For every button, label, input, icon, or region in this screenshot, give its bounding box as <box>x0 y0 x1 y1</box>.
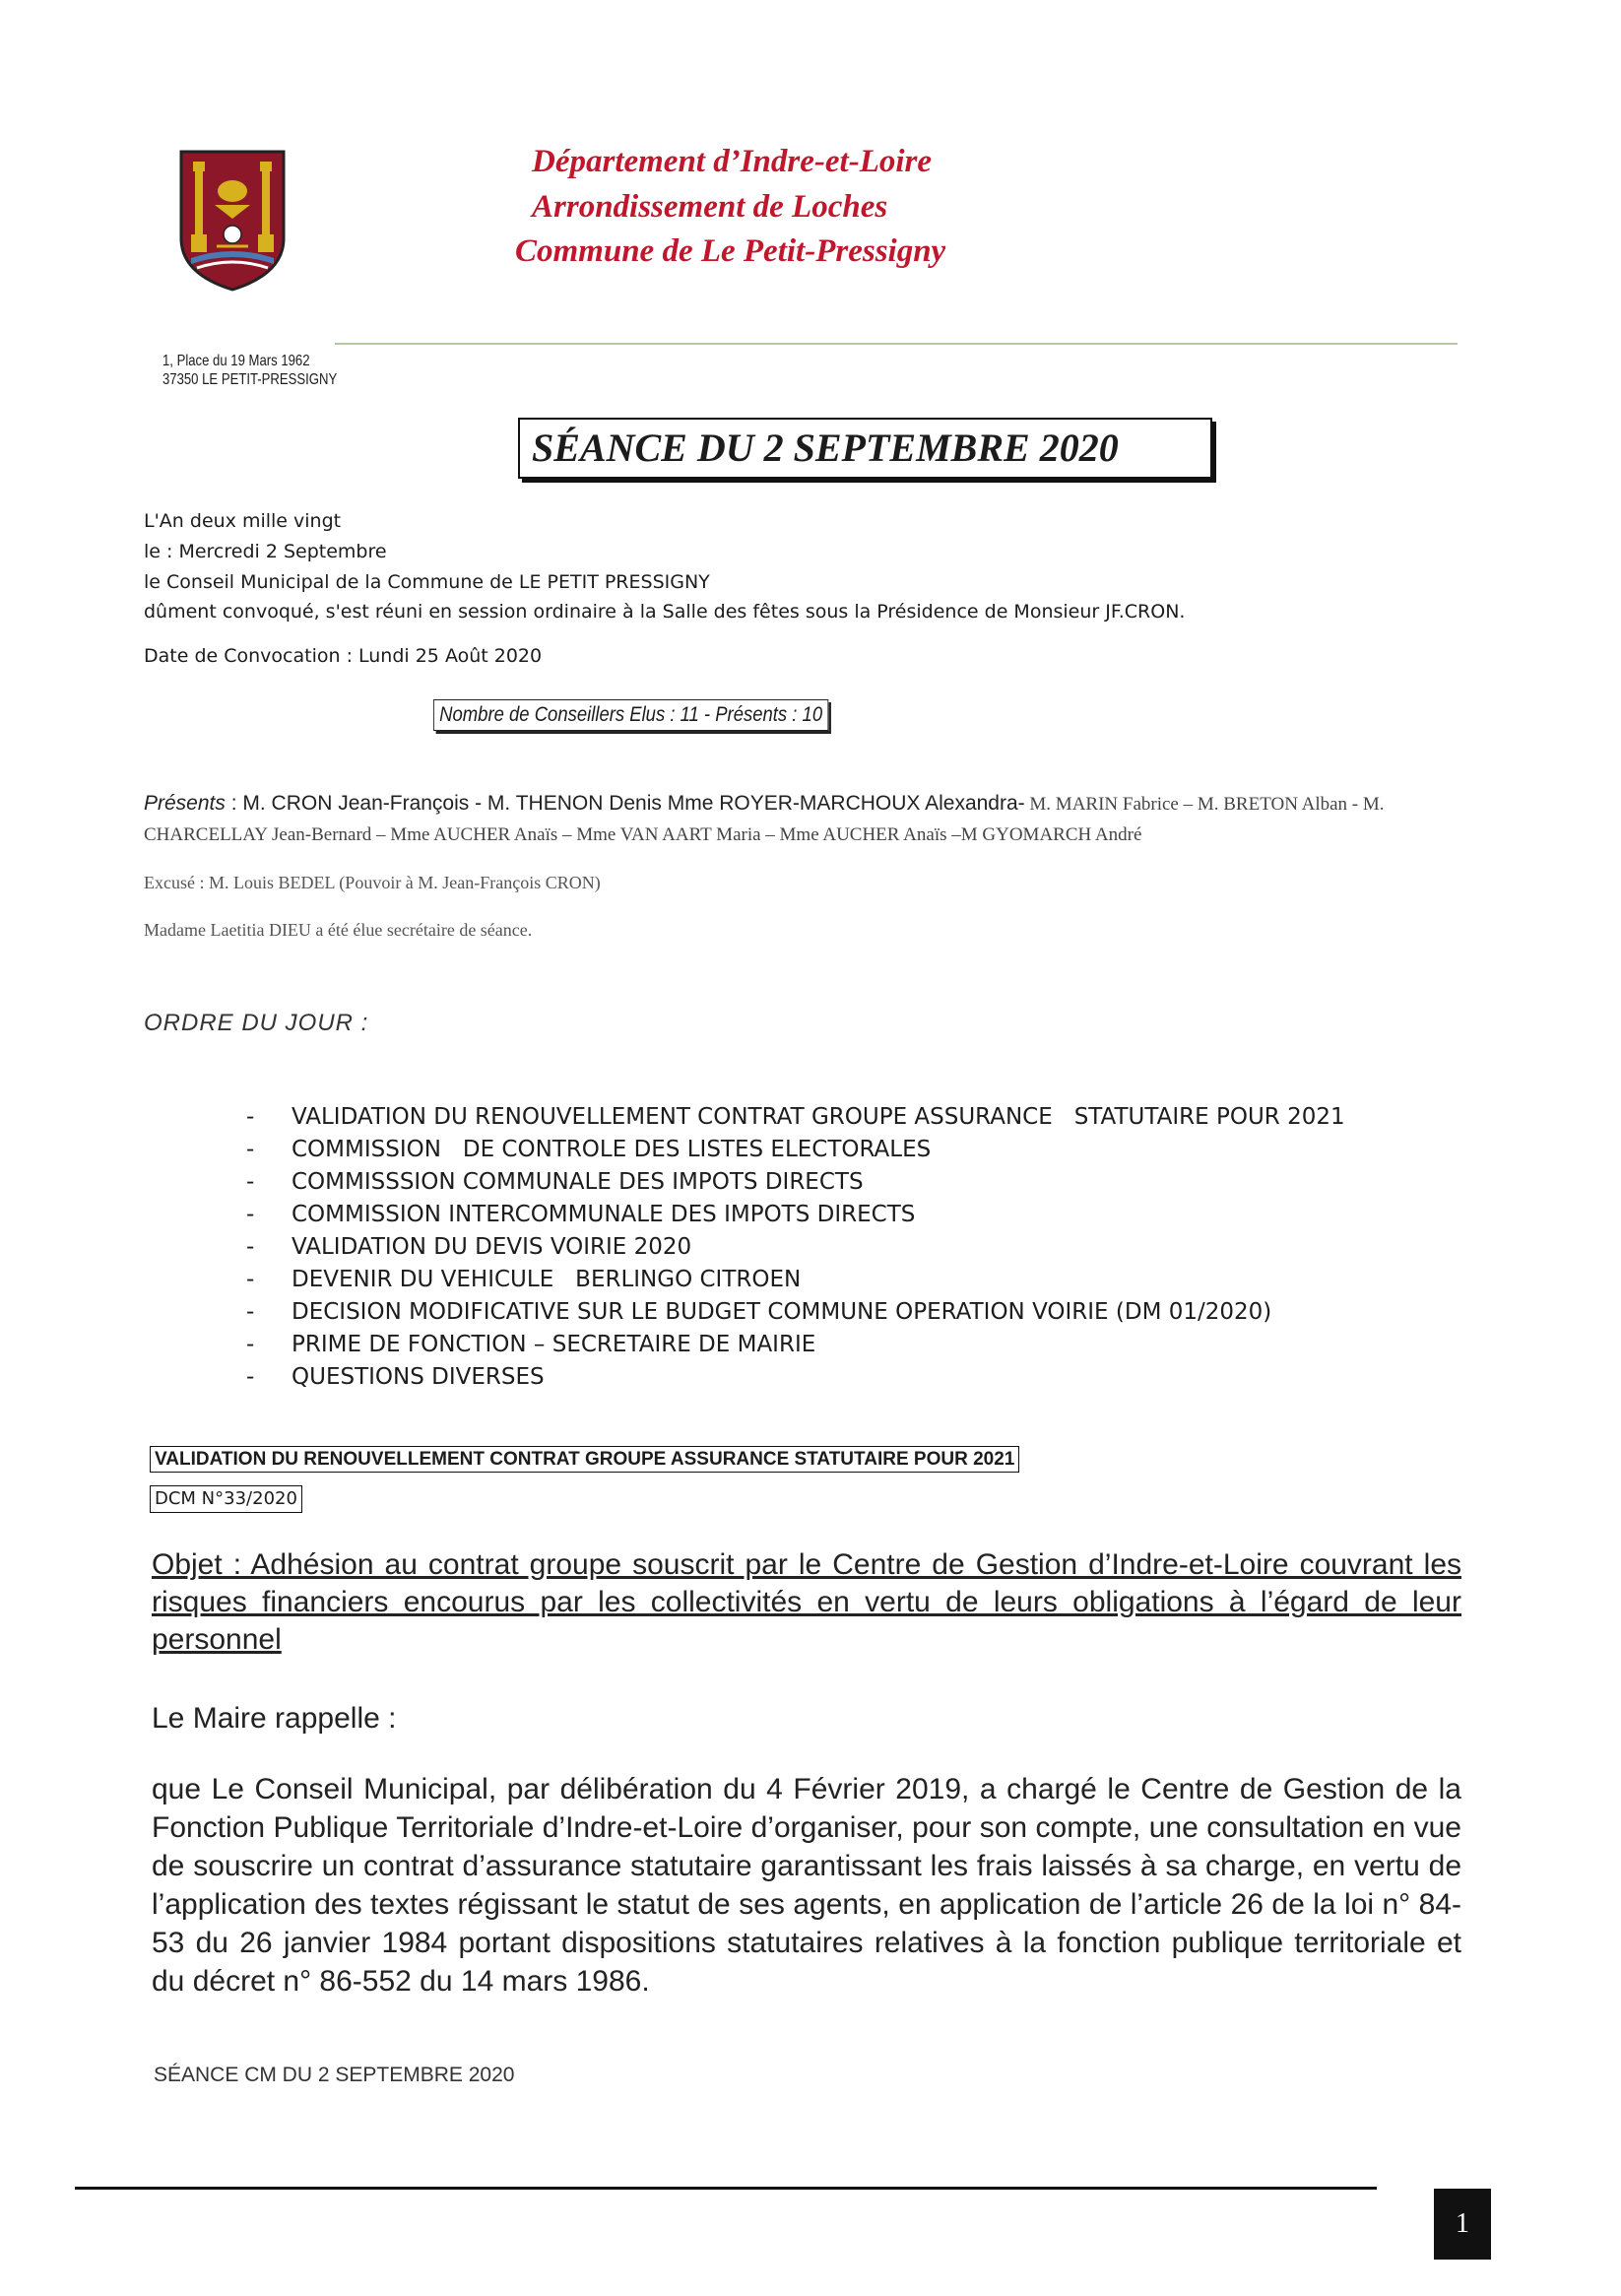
intro-line-2: le : Mercredi 2 Septembre <box>144 541 387 562</box>
commune-crest-logo <box>177 148 288 294</box>
agenda-item: - COMMISSION DE CONTROLE DES LISTES ELECTORALES <box>246 1137 932 1162</box>
page-number: 1 <box>1434 2189 1491 2260</box>
seance-title: SÉANCE DU 2 SEPTEMBRE 2020 <box>518 418 1212 479</box>
header-divider <box>335 343 1458 345</box>
agenda-item: - QUESTIONS DIVERSES <box>246 1364 545 1390</box>
agenda-item: - VALIDATION DU RENOUVELLEMENT CONTRAT GROUPE ASSURANCE STATUTAIRE POUR 2021 <box>246 1104 1345 1130</box>
address-line1: 1, Place du 19 Mars 1962 <box>162 353 310 369</box>
agenda-item: - DECISION MODIFICATIVE SUR LE BUDGET COMMUNE OPERATION VOIRIE (DM 01/2020) <box>246 1299 1272 1325</box>
address-block <box>162 352 337 389</box>
intro-line-1: L'An deux mille vingt <box>144 510 342 532</box>
excuse-line: Excusé : M. Louis BEDEL (Pouvoir à M. Jean-François CRON) <box>144 873 601 892</box>
agenda-item: - VALIDATION DU DEVIS VOIRIE 2020 <box>246 1234 692 1260</box>
intro-line-3: le Conseil Municipal de la Commune de LE PETIT PRESSIGNY <box>144 571 710 593</box>
maire-rappelle: Le Maire rappelle : <box>152 1702 397 1735</box>
section-title: VALIDATION DU RENOUVELLEMENT CONTRAT GROUPE ASSURANCE STATUTAIRE POUR 2021 <box>150 1446 1019 1473</box>
deliberation-paragraph: que Le Conseil Municipal, par délibération du 4 Février 2019, a chargé le Centre de Gestion de la Fonction Publique Territoriale d’Indre-et-Loire d’organiser, pour son compte, une consultation en vue de souscrire un contrat d’assurance statutaire garantissant les frais laissés à sa charge, en vertu de l’application des textes régissant le statut de ses agents, en application de l’article 26 de la loi n° 84-53 du 26 janvier 1984 portant dispositions statutaires relatives à la fonction publique territoriale et du décret n° 86-552 du 14 mars 1986. <box>152 1773 1461 1998</box>
objet-text: Objet : Adhésion au contrat groupe souscrit par le Centre de Gestion d’Indre-et-Loire couvrant les risques financiers encourus par les collectivités en vertu de leurs obligations à l’égard de leur personnel <box>152 1548 1461 1656</box>
agenda-list <box>246 1101 1345 1394</box>
footer-seance: SÉANCE CM DU 2 SEPTEMBRE 2020 <box>154 2064 515 2086</box>
departement-heading: Département d’Indre-et-Loire <box>532 144 933 179</box>
address-line2: 37350 LE PETIT-PRESSIGNY <box>162 371 338 388</box>
agenda-item: - PRIME DE FONCTION – SECRETAIRE DE MAIRIE <box>246 1332 816 1357</box>
presents-rest: M. MARIN Fabrice – M. BRETON Alban - M. CHARCELLAY Jean-Bernard – Mme AUCHER Anaïs – Mme VAN AART Maria – Mme AUCHER Anaïs –M GYOMARCH André <box>144 794 1385 845</box>
secretaire-line: Madame Laetitia DIEU a été élue secrétaire de séance. <box>144 920 533 940</box>
agenda-item: - COMMISSION INTERCOMMUNALE DES IMPOTS DIRECTS <box>246 1202 916 1227</box>
presents-label: Présents <box>144 792 226 815</box>
agenda-item: - COMMISSSION COMMUNALE DES IMPOTS DIRECTS <box>246 1169 864 1195</box>
dcm-number: DCM N°33/2020 <box>150 1485 302 1513</box>
presents-list <box>144 788 1463 850</box>
ordre-du-jour-title: ORDRE DU JOUR : <box>144 1010 369 1036</box>
date-convocation: Date de Convocation : Lundi 25 Août 2020 <box>144 645 543 667</box>
presents-lead: : M. CRON Jean-François - M. THENON Denis Mme ROYER-MARCHOUX Alexandra- <box>230 792 1025 815</box>
commune-heading: Commune de Le Petit-Pressigny <box>515 233 946 269</box>
arrondissement-heading: Arrondissement de Loches <box>532 189 888 225</box>
intro-line-4: dûment convoqué, s'est réuni en session ordinaire à la Salle des fêtes sous la Présidence de Monsieur JF.CRON. <box>144 601 1186 623</box>
agenda-item: - DEVENIR DU VEHICULE BERLINGO CITROEN <box>246 1267 802 1292</box>
conseillers-count-box: Nombre de Conseillers Elus : 11 - Présents : 10 <box>433 699 828 731</box>
footer-divider <box>75 2187 1377 2190</box>
